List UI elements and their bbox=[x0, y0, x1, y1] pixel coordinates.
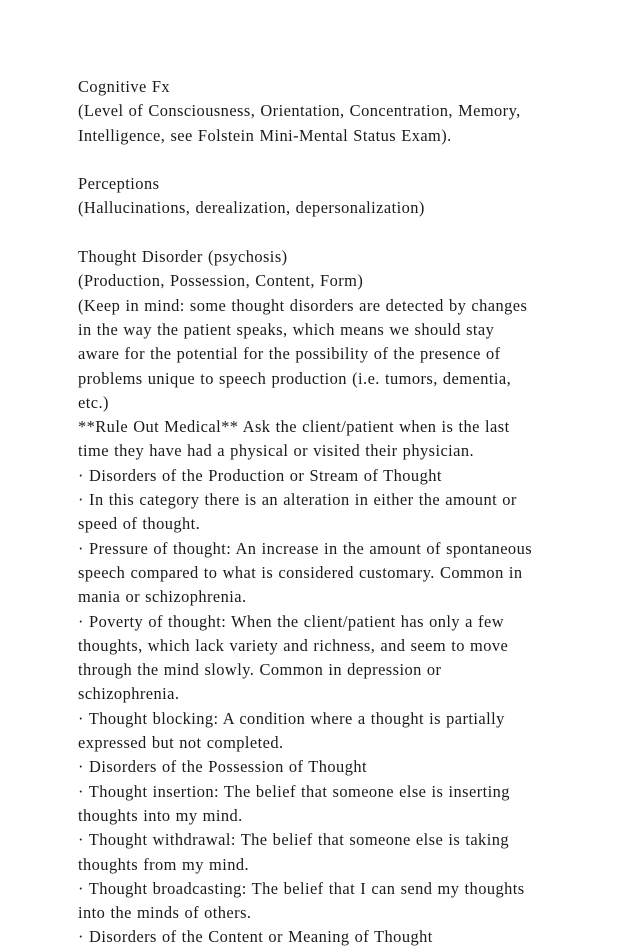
text-line: mania or schizophrenia. bbox=[78, 587, 247, 607]
text-line: thoughts from my mind. bbox=[78, 854, 250, 874]
bullet-line: · Poverty of thought: When the client/patient has only a few bbox=[78, 611, 504, 631]
text-line: through the mind slowly. Common in depression or bbox=[78, 660, 442, 680]
text-line: Perceptions bbox=[78, 174, 160, 194]
text-line: into the minds of others. bbox=[78, 903, 252, 923]
text-line: (Hallucinations, derealization, depersonalization) bbox=[78, 198, 425, 218]
document-page bbox=[78, 75, 623, 950]
bullet-line: · Thought withdrawal: The belief that someone else is taking bbox=[78, 830, 509, 850]
text-line: (Level of Consciousness, Orientation, Concentration, Memory, bbox=[78, 101, 521, 121]
text-line: (Keep in mind: some thought disorders are detected by changes bbox=[78, 295, 528, 315]
text-line: thoughts, which lack variety and richness, and seem to move bbox=[78, 635, 509, 655]
bullet-line: · Thought insertion: The belief that someone else is inserting bbox=[78, 781, 510, 801]
text-line: etc.) bbox=[78, 392, 109, 412]
bullet-line: · Disorders of the Production or Stream of Thought bbox=[78, 465, 442, 485]
text-line: Thought Disorder (psychosis) bbox=[78, 247, 288, 267]
bullet-line: · Disorders of the Possession of Thought bbox=[78, 757, 367, 777]
blank-line bbox=[78, 148, 623, 172]
blank-line bbox=[78, 221, 623, 245]
text-line: expressed but not completed. bbox=[78, 733, 284, 753]
text-line: Cognitive Fx bbox=[78, 77, 171, 96]
text-line: schizophrenia. bbox=[78, 684, 180, 704]
text-line: time they have had a physical or visited their physician. bbox=[78, 441, 475, 461]
text-line: (Production, Possession, Content, Form) bbox=[78, 271, 364, 291]
bullet-line: · Pressure of thought: An increase in the amount of spontaneous bbox=[78, 538, 533, 558]
text-line: aware for the potential for the possibility of the presence of bbox=[78, 344, 501, 364]
text-line: **Rule Out Medical** Ask the client/patient when is the last bbox=[78, 417, 510, 437]
text-line: problems unique to speech production (i.e. tumors, dementia, bbox=[78, 368, 512, 388]
text-line: in the way the patient speaks, which means we should stay bbox=[78, 319, 495, 339]
text-line: speech compared to what is considered customary. Common in bbox=[78, 562, 523, 582]
bullet-line: · Thought blocking: A condition where a thought is partially bbox=[78, 708, 505, 728]
text-line: Intelligence, see Folstein Mini-Mental Status Exam). bbox=[78, 125, 452, 145]
text-line: speed of thought. bbox=[78, 514, 201, 534]
bullet-line: · Thought broadcasting: The belief that I can send my thoughts bbox=[78, 878, 525, 898]
text-line: thoughts into my mind. bbox=[78, 805, 243, 825]
bullet-line: · Disorders of the Content or Meaning of Thought bbox=[78, 927, 433, 947]
bullet-line: · In this category there is an alteration in either the amount or bbox=[78, 490, 517, 510]
